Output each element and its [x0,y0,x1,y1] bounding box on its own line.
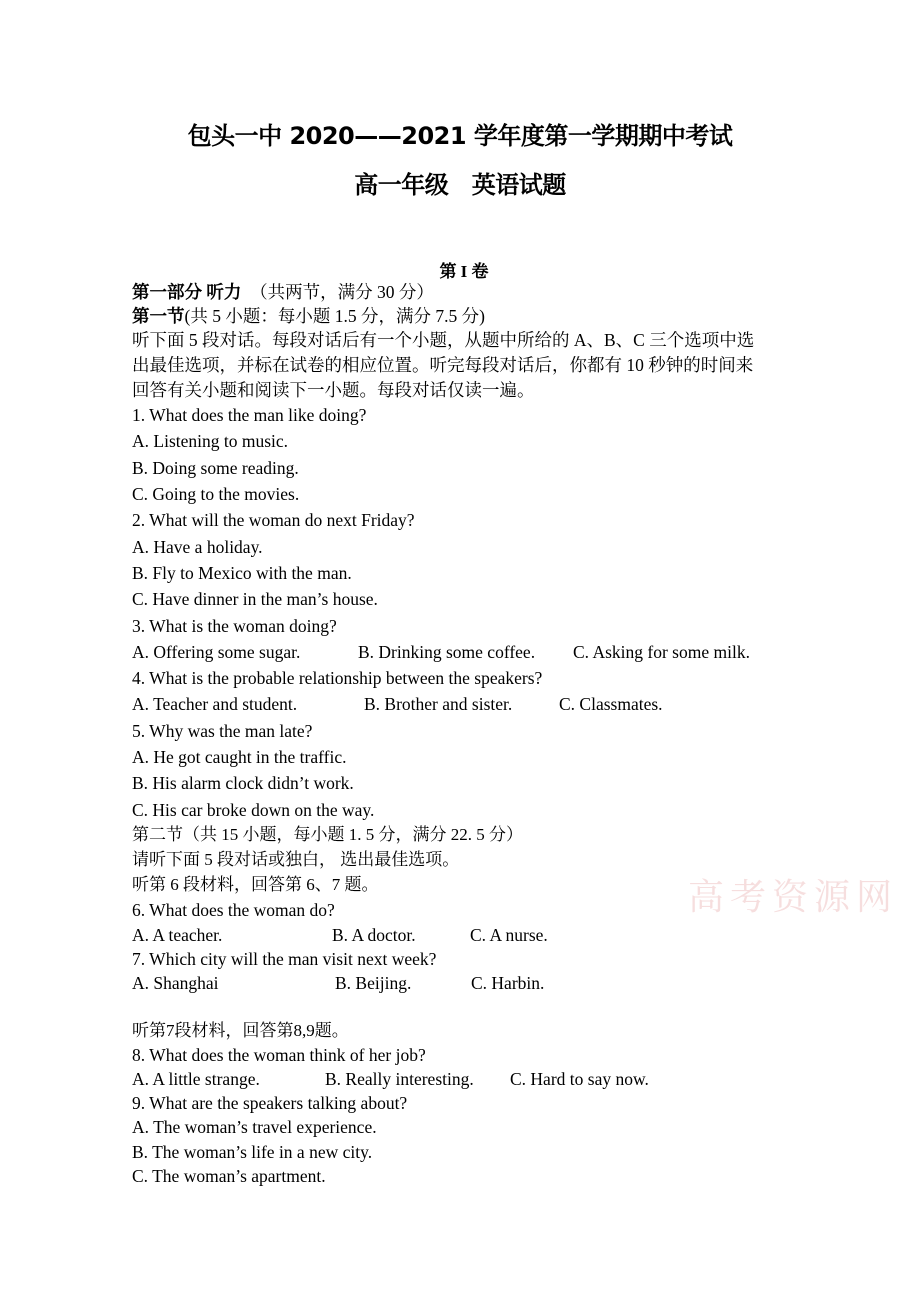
exam-subtitle: 高一年级 英语试题 [354,171,566,199]
option: C. Going to the movies. [132,484,300,504]
option: C. Classmates. [559,694,663,714]
instruction-line: 听下面 5 段对话。每段对话后有一个小题，从题中所给的 A、B、C 三个选项中选 [132,330,755,350]
option: B. Drinking some coffee. [358,642,536,662]
section2-heading: 第二节（共 15 小题，每小题 1. 5 分，满分 22. 5 分） [132,825,523,844]
section1-note: (共 5 小题：每小题 1.5 分，满分 7.5 分) [184,306,485,326]
option: C. A nurse. [470,925,548,945]
question-5: 5. Why was the man late? [132,721,313,741]
option: C. Have dinner in the man’s house. [132,589,378,609]
question-1: 1. What does the man like doing? [132,405,367,425]
material-7-note: 听第7段材料，回答第8,9题。 [132,1021,349,1040]
option: C. His car broke down on the way. [132,800,375,820]
option: B. His alarm clock didn’t work. [132,773,354,793]
instruction-line: 回答有关小题和阅读下一小题。每段对话仅读一遍。 [132,380,535,400]
option: B. A doctor. [332,925,416,945]
option: A. He got caught in the traffic. [132,747,347,767]
option: C. The woman’s apartment. [132,1166,326,1186]
option: A. The woman’s travel experience. [132,1117,377,1137]
option: C. Harbin. [471,973,545,993]
option: A. Shanghai [132,973,219,993]
part1-title: 第一部分 听力 [132,282,242,302]
option: A. Offering some sugar. [132,642,301,662]
section1-title: 第一节 [132,306,185,326]
option: B. Really interesting. [325,1069,474,1089]
exam-title: 包头一中 2020——2021 学年度第一学期期中考试 [187,122,733,150]
part1-note: （共两节，满分 30 分） [250,282,434,302]
material-6-note: 听第 6 段材料，回答第 6、7 题。 [132,875,379,894]
question-8: 8. What does the woman think of her job? [132,1045,426,1065]
instruction-line: 出最佳选项，并标在试卷的相应位置。听完每段对话后，你都有 10 秒钟的时间来 [132,355,754,375]
option: C. Hard to say now. [510,1069,649,1089]
part1-heading [132,281,434,303]
option: B. Doing some reading. [132,458,299,478]
watermark: 高考资源网 [688,877,899,918]
question-7: 7. Which city will the man visit next week? [132,949,437,969]
option: C. Asking for some milk. [573,642,750,662]
question-2: 2. What will the woman do next Friday? [132,510,415,530]
option: B. The woman’s life in a new city. [132,1142,373,1162]
option: A. Have a holiday. [132,537,263,557]
option: B. Brother and sister. [364,694,513,714]
volume-heading: 第 I 卷 [439,262,489,281]
option: A. Listening to music. [132,431,289,451]
question-9: 9. What are the speakers talking about? [132,1093,408,1113]
option: A. A little strange. [132,1069,260,1089]
option: B. Beijing. [335,973,412,993]
question-4: 4. What is the probable relationship between the speakers? [132,668,543,688]
question-6: 6. What does the woman do? [132,900,335,920]
option: B. Fly to Mexico with the man. [132,563,352,583]
section2-instruction: 请听下面 5 段对话或独白， 选出最佳选项。 [132,850,460,869]
section1-heading [132,305,485,327]
option: A. Teacher and student. [132,694,298,714]
question-3: 3. What is the woman doing? [132,616,337,636]
option: A. A teacher. [132,925,223,945]
